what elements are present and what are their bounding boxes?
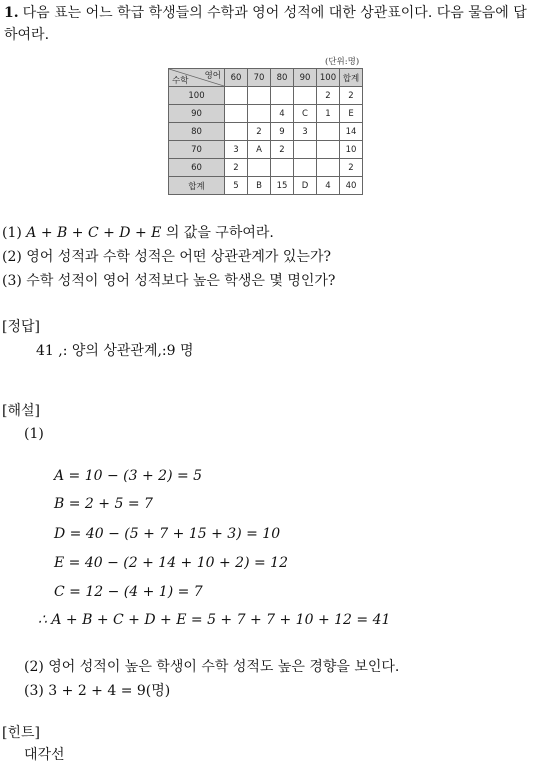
table-cell: 2 [248,123,271,141]
table-cell [317,123,340,141]
solution-equation: E = 40 − (2 + 14 + 10 + 2) = 12 [54,555,289,571]
table-unit-label: (단위:명) [325,57,360,67]
subquestion-3: (3) 수학 성적이 영어 성적보다 높은 학생은 몇 명인가? [2,273,336,289]
table-cell [317,159,340,177]
solution-equation: D = 40 − (5 + 7 + 15 + 3) = 10 [54,526,281,542]
table-cell: B [248,177,271,195]
table-row [169,87,363,105]
table-cell: 14 [340,123,363,141]
table-cell: 3 [294,123,317,141]
table-cell: 40 [340,177,363,195]
table-cell: 2 [225,159,248,177]
table-cell: 15 [271,177,294,195]
table-total-row [169,177,363,195]
table-header-row [169,69,363,87]
table-cell: A [248,141,271,159]
table-cell: 3 [225,141,248,159]
table-row [169,141,363,159]
table-cell: 1 [317,105,340,123]
corner-math-label: 수학 [172,76,189,86]
table-cell: D [294,177,317,195]
question-text [4,2,530,46]
col-header: 100 [317,69,340,87]
col-header: 80 [271,69,294,87]
table-row [169,123,363,141]
subquestion-1: (1) A + B + C + D + E 의 값을 구하여라. [2,225,274,241]
solution-equation: B = 2 + 5 = 7 [54,496,153,512]
answer-text: 41 ,: 양의 상관관계,:9 명 [36,343,194,359]
table-cell: 4 [271,105,294,123]
solution-equation: C = 12 − (4 + 1) = 7 [54,584,203,600]
row-header: 90 [169,105,225,123]
table-cell: 4 [317,177,340,195]
corner-english-label: 영어 [204,71,221,81]
table-cell: C [294,105,317,123]
solution-part3: (3) 3 + 2 + 4 = 9(명) [24,683,171,699]
row-header: 합계 [169,177,225,195]
subquestion-1-expression: A + B + C + D + E [26,225,162,241]
solution-part1-label: (1) [24,426,44,442]
table-cell: 9 [271,123,294,141]
row-header: 80 [169,123,225,141]
hint-header: [힌트] [2,725,40,741]
table-cell [248,105,271,123]
row-header: 60 [169,159,225,177]
table-cell [225,105,248,123]
row-header: 70 [169,141,225,159]
table-cell [225,123,248,141]
table-cell [317,141,340,159]
table-cell: 2 [340,159,363,177]
table-cell [271,159,294,177]
solution-part2: (2) 영어 성적이 높은 학생이 수학 성적도 높은 경향을 보인다. [24,659,400,675]
table-row [169,159,363,177]
col-header: 60 [225,69,248,87]
question-number: 1. [4,5,19,21]
table-cell: 2 [271,141,294,159]
table-cell [248,87,271,105]
hint-text: 대각선 [24,747,65,763]
table-cell [225,87,248,105]
col-header: 합계 [340,69,363,87]
table-cell [271,87,294,105]
table-cell: E [340,105,363,123]
solution-conclusion: ∴ A + B + C + D + E = 5 + 7 + 7 + 10 + 12 = 41 [38,612,391,628]
answer-header: [정답] [2,319,40,335]
correlation-table [168,68,363,195]
solution-header: [해설] [2,403,40,419]
table-cell [294,159,317,177]
table-cell: 10 [340,141,363,159]
col-header: 90 [294,69,317,87]
table-cell [294,141,317,159]
table-cell: 5 [225,177,248,195]
subquestion-2: (2) 영어 성적과 수학 성적은 어떤 상관관계가 있는가? [2,249,331,265]
table-cell [248,159,271,177]
table-cell: 2 [340,87,363,105]
table-corner-cell [169,69,225,87]
table-cell: 2 [317,87,340,105]
question-body: 다음 표는 어느 학급 학생들의 수학과 영어 성적에 대한 상관표이다. 다음 물음에 답하여라. [4,5,527,43]
col-header: 70 [248,69,271,87]
solution-equation: A = 10 − (3 + 2) = 5 [54,468,203,484]
table-cell [294,87,317,105]
row-header: 100 [169,87,225,105]
table-row [169,105,363,123]
